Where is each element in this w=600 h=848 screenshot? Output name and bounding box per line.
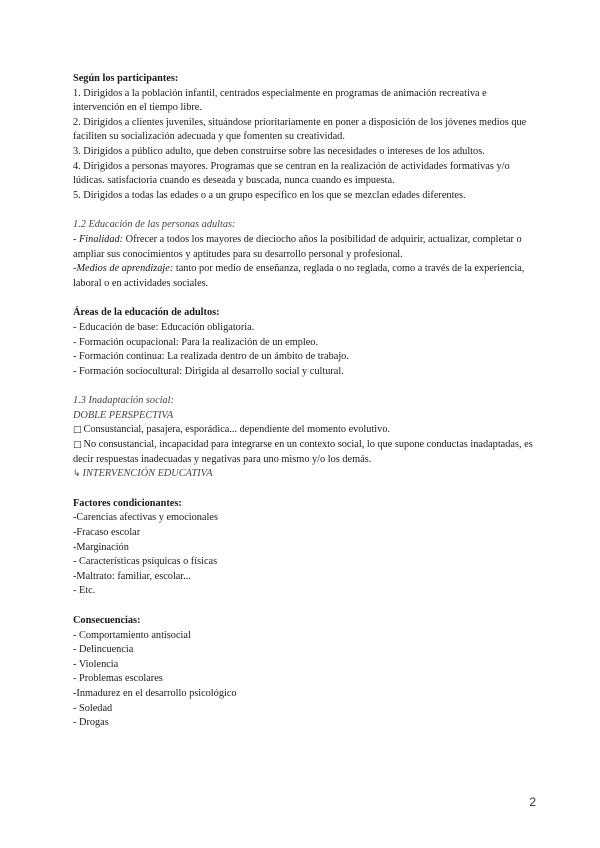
factors-heading: Factores condicionantes: [73, 497, 182, 509]
finalidad-paragraph: - Finalidad: Ofrecer a todos los mayores de dieciocho años la posibilidad de adquirir, actualizar, completar o ampliar sus conocimientos y aptitudes para su desarrollo personal y profesional. [73, 233, 522, 260]
intervention-text: INTERVENCIÓN EDUCATIVA [82, 468, 213, 480]
finalidad-label: Finalidad: [79, 233, 124, 245]
consequence-item: - Problemas escolares [73, 673, 163, 685]
factor-item: -Fracaso escolar [73, 527, 141, 539]
finalidad-text: Ofrecer a todos los mayores de dieciocho años la posibilidad de adquirir, actualizar, completar o ampliar sus conocimientos y aptitudes para su desarrollo personal y profesional. [73, 233, 522, 260]
area-item: - Formación continua: La realizada dentro de un ámbito de trabajo. [73, 351, 349, 363]
perspective-point-text: No consustancial, incapacidad para integrarse en un contexto social, lo que supone conductas inadaptadas, es decir respuestas inadecuadas y negativas para uno mismo y/o los demás. [73, 439, 533, 465]
medios-label: Medios de aprendizaje: [76, 263, 174, 275]
participant-item: 3. Dirigidos a público adulto, que deben construirse sobre las necesidades o intereses de los adultos. [73, 145, 485, 157]
participants-heading: Según los participantes: [73, 73, 179, 84]
consequences-heading: Consecuencias: [73, 615, 141, 626]
factor-item: -Maltrato: familiar, escolar... [73, 570, 191, 582]
medios-text: tanto por medio de enseñanza, reglada o no reglada, como a través de la experiencia, laboral o en actividades sociales. [73, 263, 525, 289]
box-bullet-icon: □ [73, 425, 82, 436]
area-item: - Educación de base: Educación obligatoria. [73, 321, 255, 333]
area-item: - Formación ocupacional: Para la realización de un empleo. [73, 336, 319, 348]
factor-item: -Carencias afectivas y emocionales [73, 512, 218, 524]
perspective-point [73, 438, 533, 467]
document-page [73, 72, 533, 731]
box-bullet-icon: □ [73, 440, 82, 451]
participant-item: 1. Dirigidos a la población infantil, centrados especialmente en programas de animación recreativa e intervención en el tiempo libre. [73, 87, 487, 114]
participant-item: 5. Dirigidos a todas las edades o a un grupo específico en los que se mezclan edades diferentes. [73, 189, 466, 201]
consequence-item: - Comportamiento antisocial [73, 629, 191, 641]
consequence-item: - Violencia [73, 658, 119, 670]
participant-item: 2. Dirigidos a clientes juveniles, situándose prioritariamente en poner a disposición de los jóvenes medios que faciliten su socialización adecuada y que fomenten su creatividad. [73, 116, 527, 143]
factor-item: -Marginación [73, 541, 129, 553]
factor-item: - Etc. [73, 585, 96, 597]
perspective-point [73, 423, 533, 438]
corner-arrow-icon: ↳ [73, 469, 81, 480]
consequence-item: - Soledad [73, 702, 113, 714]
area-item: - Formación sociocultural: Dirigida al desarrollo social y cultural. [73, 365, 344, 377]
factor-item: - Características psíquicas o físicas [73, 556, 218, 568]
page-number: 2 [529, 795, 536, 809]
medios-paragraph: -Medios de aprendizaje: tanto por medio de enseñanza, reglada o no reglada, como a través de la experiencia, laboral o en actividades sociales. [73, 263, 525, 289]
adult-education-heading: 1.2 Educación de las personas adultas: [73, 219, 236, 231]
perspective-point-text: Consustancial, pasajera, esporádica... dependiente del momento evolutivo. [83, 424, 391, 436]
inadaptation-heading: 1.3 Inadaptación social: [73, 395, 174, 407]
areas-heading: Áreas de la educación de adultos: [73, 307, 220, 319]
consequence-item: - Drogas [73, 717, 109, 729]
consequence-item: -Inmadurez en el desarrollo psicológico [73, 687, 237, 699]
consequence-item: - Delincuencia [73, 644, 134, 656]
participant-item: 4. Dirigidos a personas mayores. Programas que se centran en la realización de actividades formativas y/o lúdicas. satisfactoria cuando es deseada y buscada, nunca cuando es impuesta. [73, 160, 510, 187]
intervention-line [73, 467, 533, 482]
perspective-title: DOBLE PERSPECTIVA [73, 409, 174, 421]
